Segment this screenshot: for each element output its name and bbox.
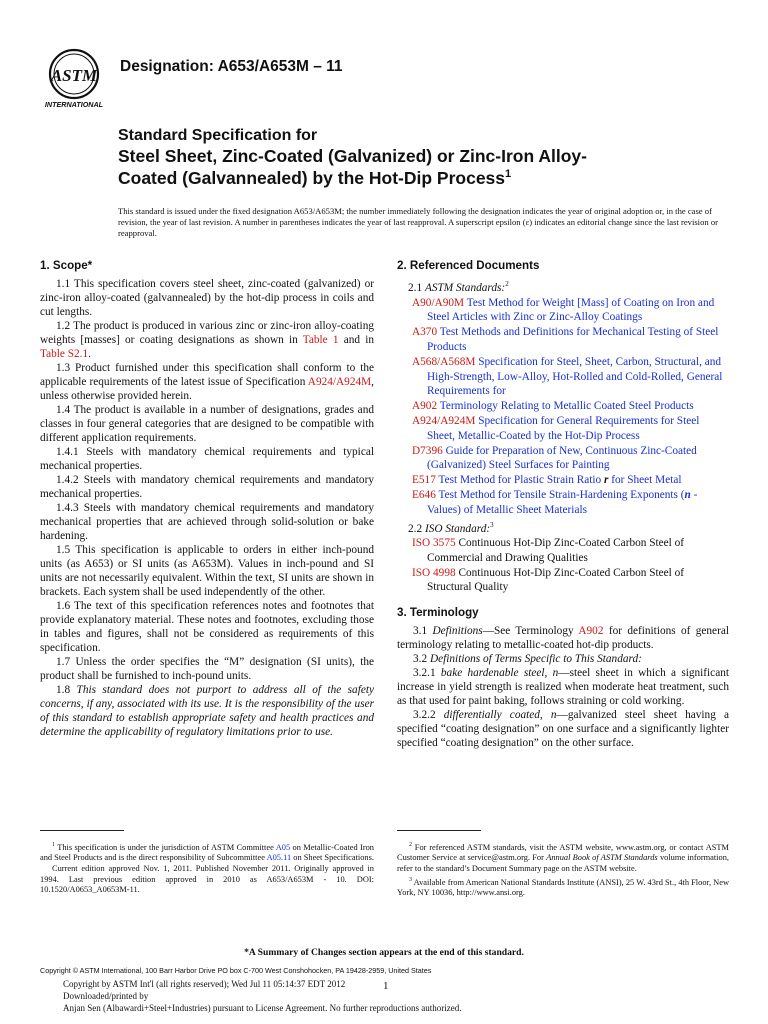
iso-ref-item[interactable] (401, 566, 729, 596)
footnote-3 (397, 875, 729, 899)
para-3-2-1-text: —steel sheet in which a significant increase in yield strength is realized when moderate heat treatment, such as that used for paint baking, follows straining or cold working. (397, 667, 729, 708)
footnote-1-text-b: on Metallic-Coated Iron and Steel Products and is the direct responsibility of Subcommittee (40, 842, 374, 863)
logo-brand: ASTM (50, 66, 98, 85)
footnote-2-text-a: For referenced ASTM standards, visit the ASTM website, www.astm.org, or contact ASTM Customer Service at service@astm.org. For (397, 842, 729, 863)
footnote-1-text-c: on Sheet Specifications. (291, 853, 374, 863)
para-1-3-text-a: 1.3 Product furnished under this specification shall conform to the applicable requirements of the latest issue of Specification (40, 362, 374, 388)
para-3-1-text-b: for definitions of general terminology relating to metallic-coated hot-dip products. (397, 625, 729, 652)
para-1-1: 1.1 This specification covers steel sheet, zinc-coated (galvanized) or zinc-iron alloy-coated (galvannealed) by the hot-dip process in coils and cut lengths. (40, 278, 374, 318)
iso-standard-label (397, 518, 729, 537)
iso-label-text: ISO Standard: (424, 522, 491, 535)
scope-heading: 1. Scope* (40, 259, 93, 272)
astm-label-number: 2.1 (408, 281, 425, 294)
para-1-8 (40, 683, 374, 739)
para-1-3-text-b: , unless otherwise provided herein. (40, 376, 374, 402)
para-3-1-term: Definitions (432, 625, 483, 638)
iso-ref-title: Continuous Hot-Dip Zinc-Coated Carbon Steel of Commercial and Drawing Qualities (427, 537, 685, 564)
ref-title-end[interactable]: -Values) of Metallic Sheet Materials (427, 488, 698, 516)
astm-logo (38, 48, 114, 110)
ref-code[interactable]: A924/A924M (412, 414, 476, 427)
title-line-0: Standard Specification for (118, 127, 318, 144)
para-3-2-1-term: bake hardenable steel, n (440, 667, 559, 680)
footnote-1-edition: Current edition approved Nov. 1, 2011. Published November 2011. Originally approved in 1994. Last previous edition approved in 2010 as A653/A653M - 10. DOI: 10.1520/A0653_A0653M-11. (40, 863, 374, 895)
para-1-2-text-c: . (88, 348, 91, 360)
right-column (397, 258, 729, 750)
ref-item[interactable] (401, 444, 729, 474)
ref-title-end[interactable]: for Sheet Metal (608, 474, 682, 487)
ref-item[interactable] (401, 325, 729, 355)
ref-title[interactable]: Test Method for Tensile Strain-Hardening Exponents ( (438, 488, 685, 501)
para-1-4-2: 1.4.2 Steels with mandatory chemical requirements and mandatory mechanical properties. (40, 474, 374, 500)
para-1-2-text-a: 1.2 The product is produced in various zinc or zinc-iron alloy-coating weights [masses] or coating designations as shown in (40, 320, 374, 346)
ref-code[interactable]: A370 (412, 326, 438, 339)
a924-link[interactable]: A924/A924M (307, 376, 372, 388)
para-3-2-2-text: —galvanized steel sheet having a specified “coating designation” on one surface and a significantly lighter specified “coating designation” on the other surface. (397, 709, 730, 750)
title-footnote-mark: 1 (505, 168, 512, 180)
summary-of-changes-note: *A Summary of Changes section appears at the end of this standard. (244, 947, 524, 958)
ref-title[interactable]: Test Method for Weight [Mass] of Coating on Iron and Steel Articles with Zinc or Zinc-Alloy Coatings (427, 296, 715, 324)
ref-title[interactable]: Test Methods and Definitions for Mechanical Testing of Steel Products (427, 326, 719, 353)
ref-item[interactable] (401, 355, 729, 399)
para-3-2-text: Definitions of Terms Specific to This Standard: (429, 653, 642, 666)
ref-code[interactable]: A90/A90M (412, 296, 465, 309)
para-1-2 (40, 319, 374, 361)
left-column (40, 258, 374, 739)
footnote-rule-right (397, 830, 481, 831)
para-1-3 (40, 361, 374, 403)
ref-code[interactable]: A568/A568M (412, 355, 476, 368)
ref-code[interactable]: D7396 (412, 444, 443, 457)
document-title (118, 126, 738, 189)
iso-label-number: 2.2 (408, 522, 425, 535)
logo-subtitle: INTERNATIONAL (44, 100, 104, 109)
astm-label-sup: 2 (505, 280, 509, 288)
footnotes-left (40, 840, 374, 896)
para-1-4: 1.4 The product is available in a number of designations, grades and classes in four general categories that are designed to be compatible with different application requirements. (40, 404, 374, 444)
title-line-2-text: Coated (Galvannealed) by the Hot-Dip Process (118, 168, 506, 188)
issuance-notice: This standard is issued under the fixed designation A653/A653M; the number immediately following the designation indicates the year of original adoption or, in the case of revision, the year of last revision. A number in parentheses indicates the year of last reapproval. A superscript epsilon (ε) indicates an editorial change since the last revision or reapproval. (118, 206, 718, 239)
footnote-3-mark: 3 (409, 876, 412, 883)
para-1-5: 1.5 This specification is applicable to orders in either inch-pound units (as A653) or SI units (as A653M). Values in inch-pound and SI units are not necessarily equivalent. Within the text, SI units are shown in brackets. Each system shall be used independently of the other. (40, 544, 374, 598)
title-line-1: Steel Sheet, Zinc-Coated (Galvanized) or Zinc-Iron Alloy- (118, 146, 587, 166)
license-line-2: Downloaded/printed by (63, 991, 149, 1001)
footnote-2-italic: Annual Book of ASTM Standards (546, 853, 658, 863)
footnote-2-mark: 2 (409, 842, 412, 848)
iso-ref-code[interactable]: ISO 3575 (412, 537, 456, 550)
iso-ref-code[interactable]: ISO 4998 (412, 566, 456, 579)
para-3-1-text-a: —See Terminology (482, 625, 579, 638)
para-3-2-1-number: 3.2.1 (413, 667, 441, 680)
footnote-1-mark: 1 (52, 842, 55, 848)
ref-title[interactable]: Specification for General Requirements for Steel Sheet, Metallic-Coated by the Hot-Dip Process (427, 414, 700, 442)
footnote-1-text-a: This specification is under the jurisdiction of ASTM Committee (55, 842, 276, 852)
iso-ref-title: Continuous Hot-Dip Zinc-Coated Carbon Steel of Structural Quality (427, 566, 685, 594)
title-line-2 (118, 167, 738, 189)
para-3-2 (397, 652, 729, 666)
committee-a05-link[interactable]: A05 (275, 842, 291, 852)
para-3-1-number: 3.1 (413, 625, 433, 638)
footnote-rule-left (40, 830, 124, 831)
para-3-2-2-number: 3.2.2 (413, 709, 444, 722)
astm-standards-label (397, 277, 729, 296)
ref-code[interactable]: A902 (412, 400, 438, 413)
designation: Designation: A653/A653M – 11 (120, 58, 343, 75)
ref-item[interactable] (401, 473, 729, 488)
ref-code[interactable]: E517 (412, 474, 436, 487)
ref-title[interactable]: Guide for Preparation of New, Continuous Zinc-Coated (Galvanized) Steel Surfaces for Painting (427, 444, 697, 472)
license-line-3: Anjan Sen (Albawardi+Steel+Industries) pursuant to License Agreement. No further reproductions authorized. (63, 1003, 462, 1013)
license-block (63, 978, 462, 1014)
table-1-link[interactable]: Table 1 (302, 334, 339, 346)
para-1-4-1: 1.4.1 Steels with mandatory chemical requirements and typical mechanical properties. (40, 446, 374, 472)
table-s2-1-link[interactable]: Table S2.1 (40, 348, 89, 360)
license-line-1: Copyright by ASTM Int'l (all rights reserved); Wed Jul 11 05:14:37 EDT 2012 (63, 979, 346, 989)
page-number: 1 (383, 980, 389, 992)
iso-ref-item[interactable] (401, 536, 729, 566)
ref-item[interactable] (401, 488, 729, 518)
para-1-7: 1.7 Unless the order specifies the “M” designation (SI units), the product shall be furnished to inch-pound units. (40, 656, 374, 682)
astm-label-text: ASTM Standards: (424, 281, 506, 294)
footnote-2 (397, 840, 729, 875)
subcommittee-a05-11-link[interactable]: A05.11 (266, 853, 292, 863)
refdocs-heading: 2. Referenced Documents (397, 259, 540, 272)
ref-title[interactable]: Test Method for Plastic Strain Ratio (438, 474, 604, 487)
ref-item[interactable] (401, 399, 729, 414)
para-3-2-1 (397, 666, 729, 708)
para-1-8-number: 1.8 (56, 684, 77, 696)
footnote-3-text: Available from American National Standards Institute (ANSI), 25 W. 43rd St., 4th Floor, New York, NY 10036, http://www.ansi.org. (397, 877, 729, 897)
para-1-8-text: This standard does not purport to address all of the safety concerns, if any, associated with its use. It is the responsibility of the user of this standard to establish appropriate safety and health practices and determine the applicability of regulatory limitations prior to use. (40, 684, 374, 738)
iso-label-sup: 3 (490, 520, 494, 529)
footnote-1 (40, 840, 374, 864)
para-1-6: 1.6 The text of this specification references notes and footnotes that provide explanatory material. These notes and footnotes, excluding those in tables and figures, shall not be considered as requirements of this specification. (40, 600, 374, 654)
copyright-line: Copyright © ASTM International, 100 Barr Harbor Drive PO box C-700 West Conshohocken, PA 19428-2959, United States (40, 966, 432, 975)
ref-item[interactable] (401, 296, 729, 326)
para-3-2-number: 3.2 (413, 653, 430, 666)
para-3-1 (397, 624, 729, 652)
ref-code[interactable]: E646 (412, 488, 436, 501)
terminology-heading: 3. Terminology (397, 606, 479, 620)
footnote-2-text-b: volume information, refer to the standard’s Document Summary page on the ASTM website. (397, 853, 729, 873)
ref-item[interactable] (401, 414, 729, 444)
ref-title[interactable]: Specification for Steel, Sheet, Carbon, Structural, and High-Strength, Low-Alloy, Hot-Rolled and Cold-Rolled, General Requirements for (427, 355, 723, 398)
footnotes-right (397, 840, 729, 899)
para-1-4-3: 1.4.3 Steels with mandatory chemical requirements and mandatory mechanical properties that are achieved through solid-solution or bake hardening. (40, 502, 374, 542)
ref-symbol-r: r (604, 474, 609, 487)
ref-title[interactable]: Terminology Relating to Metallic Coated Steel Products (439, 400, 694, 413)
para-1-2-text-b: and in (338, 334, 374, 346)
para-3-2-2 (397, 708, 729, 750)
para-3-2-2-term: differentially coated, n (443, 709, 557, 722)
ref-symbol-n: n (684, 488, 691, 501)
a902-link[interactable]: A902 (578, 625, 604, 638)
